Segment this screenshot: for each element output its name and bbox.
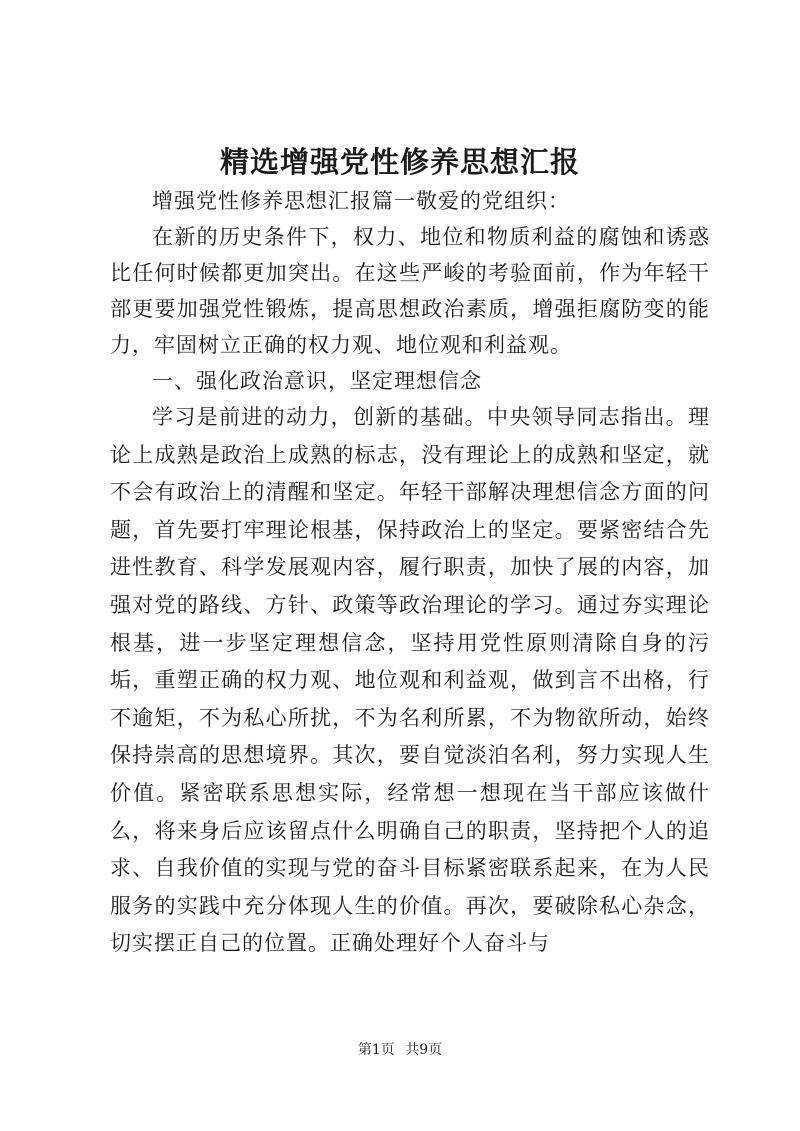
paragraph-main: 学习是前进的动力，创新的基础。中央领导同志指出。理论上成熟是政治上成熟的标志，没有理论上的成熟和坚定，就不会有政治上的清醒和坚定。年轻干部解决理想信念方面的问题，首先要打牢理论根基，保持政治上的坚定。要紧密结合先进性教育、科学发展观内容，履行职责，加快了展的内容，加强对党的路线、方针、政策等政治理论的学习。通过夯实理论根基，进一步坚定理想信念，坚持用党性原则清除自身的污垢，重塑正确的权力观、地位观和利益观，做到言不出格，行不逾矩，不为私心所扰，不为名利所累，不为物欲所动，始终保持崇高的思想境界。其次，要自觉淡泊名利，努力实现人生价值。紧密联系思想实际，经常想一想现在当干部应该做什么，将来身后应该留点什么明确自己的职责，坚持把个人的追求、自我价值的实现与党的奋斗目标紧密联系起来，在为人民服务的实践中充分体现人生的价值。再次，要破除私心杂念，切实摆正自己的位置。正确处理好个人奋斗与 bbox=[110, 405, 710, 956]
paragraph-intro: 在新的历史条件下，权力、地位和物质利益的腐蚀和诱惑比任何时候都更加突出。在这些严峻的考验面前，作为年轻干部更要加强党性锻炼，提高思想政治素质，增强拒腐防变的能力，牢固树立正确的权力观、地位观和利益观。 bbox=[110, 225, 710, 357]
document-body bbox=[110, 183, 710, 963]
page-total: 共9页 bbox=[405, 1042, 443, 1058]
page-number: 第1页 bbox=[357, 1042, 395, 1058]
page-footer bbox=[0, 1040, 800, 1060]
paragraph-salutation: 增强党性修养思想汇报篇一敬爱的党组织： bbox=[152, 189, 570, 213]
document-title: 精选增强党性修养思想汇报 bbox=[219, 145, 580, 179]
section-heading: 一、强化政治意识，坚定理想信念 bbox=[152, 369, 482, 393]
